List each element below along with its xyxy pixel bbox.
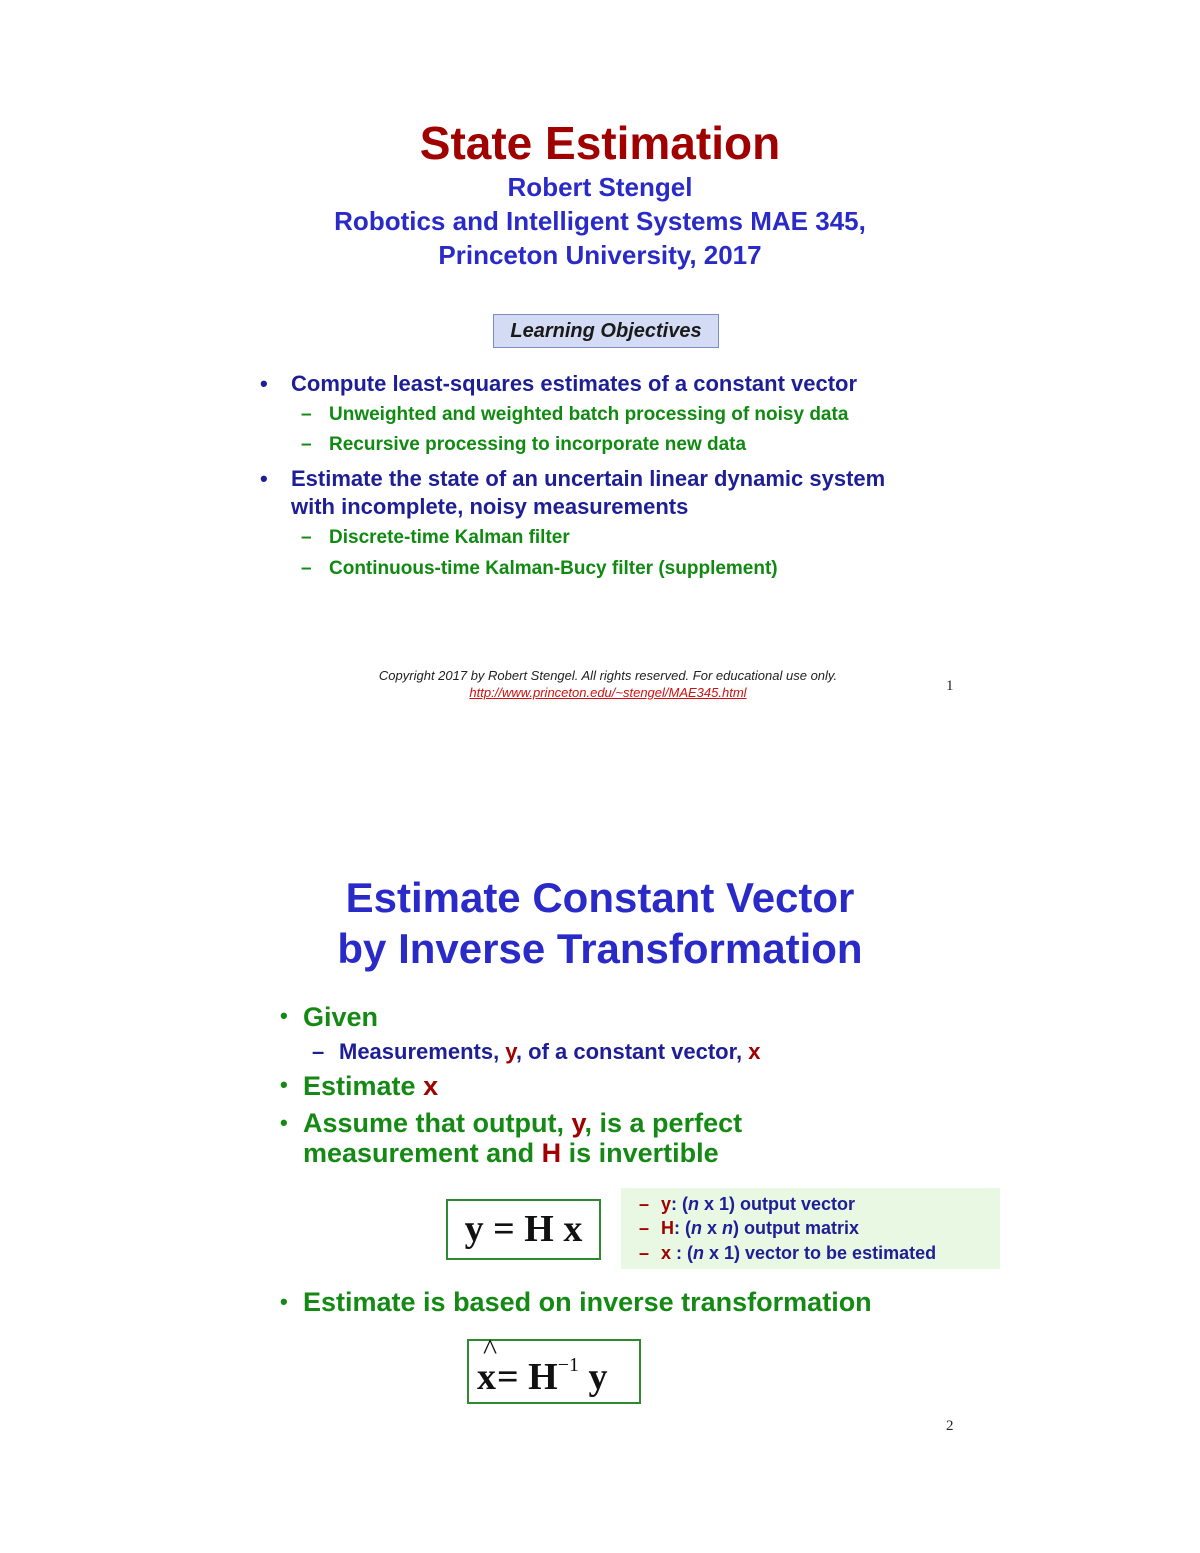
- page-number-2: 2: [946, 1418, 954, 1434]
- dash-marker: –: [301, 404, 312, 425]
- objective-2-line-2: with incomplete, noisy measurements: [291, 494, 689, 519]
- equation-y-equals-hx: y = H x: [446, 1199, 601, 1260]
- definition-x: – x : (n x 1) vector to be estimated: [639, 1243, 937, 1263]
- slide2-title-line-1: Estimate Constant Vector: [345, 874, 855, 921]
- bullet-marker: •: [260, 466, 268, 491]
- slide1-institution: Princeton University, 2017: [438, 240, 762, 270]
- bullet-marker: •: [260, 371, 268, 396]
- dash-marker: –: [301, 434, 312, 455]
- objective-2-sub-2: Continuous-time Kalman-Bucy filter (supplement): [329, 558, 778, 579]
- equation-rhs: = $H^{-1}$ y: [497, 1354, 608, 1398]
- assume-bullet-line-1: Assume that output, y, is a perfect: [303, 1108, 743, 1138]
- definition-H: – H: (n x n) output matrix: [639, 1218, 860, 1238]
- given-heading: Given: [303, 1002, 379, 1032]
- assume-bullet-line-2: measurement and H is invertible: [303, 1138, 719, 1168]
- xhat-symbol: x ^: [477, 1333, 498, 1398]
- hat-accent: ^: [483, 1333, 498, 1366]
- objective-2-line-1: Estimate the state of an uncertain linear dynamic system: [291, 466, 886, 491]
- given-measurements: Measurements, y, of a constant vector, x: [339, 1039, 761, 1064]
- copyright-notice: Copyright 2017 by Robert Stengel. All rights reserved. For educational use only.: [378, 668, 838, 683]
- bullet-marker: •: [280, 1110, 288, 1135]
- bullet-marker: •: [280, 1289, 288, 1314]
- bullet-marker: •: [280, 1072, 288, 1097]
- estimate-x-bullet: Estimate x: [303, 1071, 439, 1101]
- dash-marker: –: [301, 527, 312, 548]
- definitions-panel: [621, 1188, 1000, 1269]
- objective-1-sub-1: Unweighted and weighted batch processing of noisy data: [329, 404, 849, 425]
- objective-1: Compute least-squares estimates of a constant vector: [291, 371, 858, 396]
- objective-1-sub-2: Recursive processing to incorporate new data: [329, 434, 747, 455]
- slide1-title: State Estimation: [419, 117, 781, 169]
- slide1-course: Robotics and Intelligent Systems MAE 345,: [334, 206, 866, 236]
- page-number-1: 1: [946, 678, 954, 694]
- slide1-author: Robert Stengel: [507, 172, 693, 202]
- course-link[interactable]: http://www.princeton.edu/~stengel/MAE345.html: [469, 685, 747, 700]
- dash-marker: –: [301, 558, 312, 579]
- definition-y: – y: (n x 1) output vector: [639, 1194, 856, 1214]
- dash-marker: –: [312, 1039, 325, 1064]
- slide2-title-line-2: by Inverse Transformation: [337, 925, 863, 972]
- equation-xhat-equals-hinv-y: [467, 1333, 641, 1404]
- bullet-marker: •: [280, 1003, 288, 1028]
- learning-objectives-label: Learning Objectives: [493, 314, 719, 348]
- objective-2-sub-1: Discrete-time Kalman filter: [329, 527, 570, 548]
- inverse-transformation-bullet: Estimate is based on inverse transformation: [303, 1287, 872, 1317]
